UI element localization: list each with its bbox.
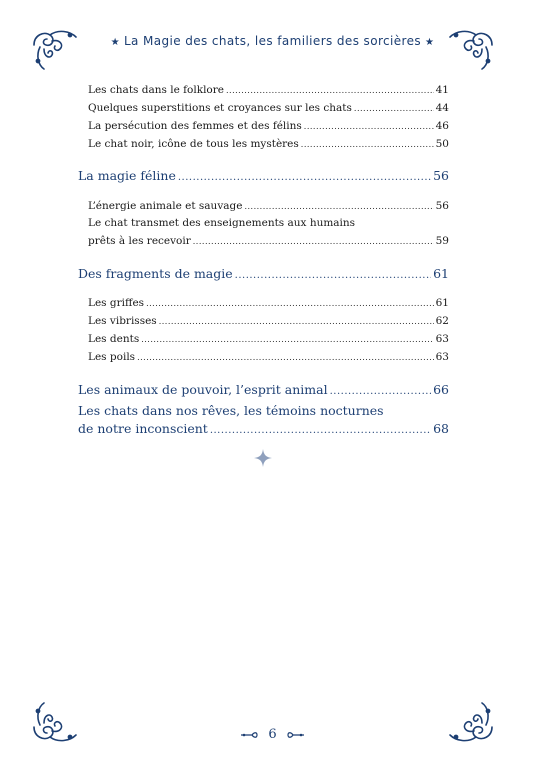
toc-entry-title: Le chat noir, icône de tous les mystères (88, 138, 299, 150)
toc-chapter-entry[interactable] (78, 266, 449, 281)
toc-page-number: 68 (433, 421, 449, 436)
toc-entry-title: La persécution des femmes et des félins (88, 120, 302, 132)
page-footer (0, 727, 545, 742)
toc-entry-title: Quelques superstitions et croyances sur les chats (88, 102, 352, 114)
dot-leader (159, 317, 434, 326)
toc-entry-title: L’énergie animale et sauvage (88, 200, 243, 212)
toc-entry-title-line1[interactable]: Le chat transmet des enseignements aux humains (88, 217, 356, 229)
toc-entry[interactable] (88, 138, 449, 150)
sparkle-icon (254, 449, 272, 467)
toc-entry[interactable] (88, 84, 449, 96)
toc-page-number: 63 (435, 333, 449, 345)
toc-page-number: 56 (435, 200, 449, 212)
toc-entry[interactable] (88, 351, 449, 363)
dot-leader (146, 299, 434, 308)
dot-leader (137, 353, 434, 362)
dot-leader (304, 122, 434, 131)
dot-leader (301, 140, 434, 149)
toc-entry[interactable] (88, 315, 449, 327)
toc-entry[interactable] (88, 235, 449, 247)
toc-chapter-title: de notre inconscient (78, 421, 208, 436)
running-header (0, 34, 545, 48)
corner-swirl-icon (30, 25, 80, 75)
toc-entry-title: Les chats dans le folklore (88, 84, 224, 96)
toc-page-number: 62 (435, 315, 449, 327)
toc-entry-title: Les vibrisses (88, 315, 157, 327)
toc-entry[interactable] (88, 120, 449, 132)
dot-leader (330, 386, 431, 397)
flourish-left-icon (240, 731, 258, 739)
toc-page-number: 66 (433, 382, 449, 397)
dot-leader (193, 237, 434, 246)
toc-entry-title: Les dents (88, 333, 140, 345)
toc-entry[interactable] (88, 102, 449, 114)
toc-page-number: 59 (435, 235, 449, 247)
toc-page-number: 44 (435, 102, 449, 114)
toc-chapter-entry[interactable] (78, 382, 449, 397)
toc-chapter-title: Les animaux de pouvoir, l’esprit animal (78, 382, 328, 397)
toc-entry[interactable] (88, 333, 449, 345)
toc-chapter-title-line1[interactable]: Les chats dans nos rêves, les témoins nocturnes (78, 403, 384, 418)
toc-chapter-title: Des fragments de magie (78, 266, 233, 281)
toc-entry-title: Les griffes (88, 297, 145, 309)
toc-page-number: 61 (435, 297, 449, 309)
dot-leader (235, 270, 431, 281)
toc-page-number: 50 (435, 138, 449, 150)
star-icon: ★ (110, 37, 120, 48)
dot-leader (178, 172, 431, 183)
toc-page-number: 46 (435, 120, 449, 132)
dot-leader (244, 202, 433, 211)
toc-entry-title: prêts à les recevoir (88, 235, 191, 247)
toc-entry[interactable] (88, 200, 449, 212)
book-title: La Magie des chats, les familiers des sorcières (123, 34, 422, 48)
dot-leader (210, 425, 431, 436)
toc-page-number: 63 (435, 351, 449, 363)
dot-leader (354, 104, 434, 113)
flourish-right-icon (287, 731, 305, 739)
toc-page-number: 56 (433, 168, 449, 183)
toc-entry[interactable] (88, 297, 449, 309)
corner-swirl-icon (446, 25, 496, 75)
page-number: 6 (268, 727, 277, 742)
toc-chapter-entry[interactable] (78, 421, 449, 436)
dot-leader (141, 335, 433, 344)
toc-chapter-entry[interactable] (78, 168, 449, 183)
toc-chapter-title: La magie féline (78, 168, 176, 183)
star-icon: ★ (425, 37, 435, 48)
toc-entry-title: Les poils (88, 351, 136, 363)
dot-leader (226, 86, 434, 95)
toc-page-number: 61 (433, 266, 449, 281)
toc-page-number: 41 (435, 84, 449, 96)
